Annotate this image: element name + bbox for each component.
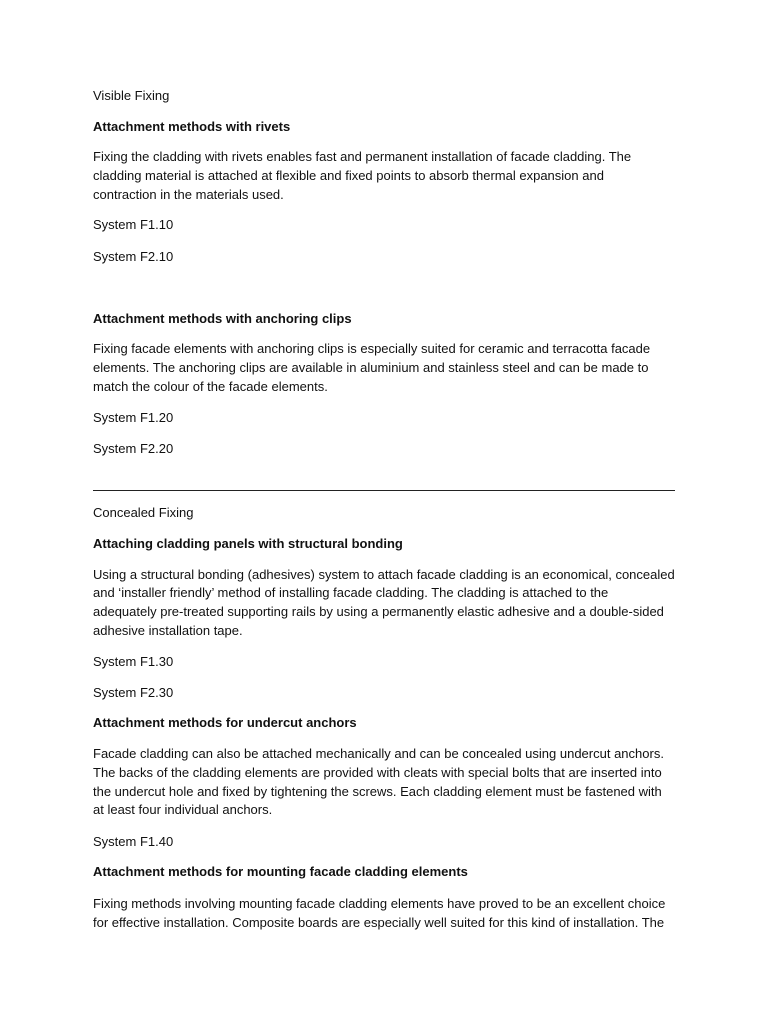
paragraph-line: the undercut hole and fixed by tightening the screws. Each cladding element must be fastened with	[93, 784, 662, 799]
heading-structural-bonding: Attaching cladding panels with structural bonding	[93, 536, 403, 551]
section-divider	[93, 490, 675, 491]
paragraph-line: Fixing the cladding with rivets enables fast and permanent installation of facade cladding. The	[93, 149, 632, 164]
paragraph-line: cladding material is attached at flexible and fixed points to absorb thermal expansion and	[93, 168, 604, 183]
system-label: System F1.10	[93, 217, 174, 232]
system-label: System F2.30	[93, 685, 174, 700]
system-label: System F1.40	[93, 834, 174, 849]
paragraph-line: The backs of the cladding elements are provided with cleats with special bolts that are inserted into	[93, 765, 662, 780]
system-label: System F2.20	[93, 441, 174, 456]
system-label: System F1.20	[93, 410, 174, 425]
paragraph-line: Fixing methods involving mounting facade cladding elements have proved to be an excellent choice	[93, 896, 666, 911]
paragraph-line: at least four individual anchors.	[93, 802, 273, 817]
section-title-visible-fixing: Visible Fixing	[93, 88, 170, 103]
section-title-concealed-fixing: Concealed Fixing	[93, 505, 194, 520]
paragraph-line: Facade cladding can also be attached mechanically and can be concealed using undercut anchors.	[93, 746, 664, 761]
heading-rivets: Attachment methods with rivets	[93, 119, 291, 134]
system-label: System F2.10	[93, 249, 174, 264]
paragraph-line: and ‘installer friendly’ method of installing facade cladding. The cladding is attached to the	[93, 585, 609, 600]
heading-mounting-elements: Attachment methods for mounting facade cladding elements	[93, 864, 468, 879]
system-label: System F1.30	[93, 654, 174, 669]
paragraph-line: for effective installation. Composite boards are especially well suited for this kind of installation. The	[93, 915, 665, 930]
paragraph-line: elements. The anchoring clips are available in aluminium and stainless steel and can be made to	[93, 360, 649, 375]
paragraph-line: adhesive installation tape.	[93, 623, 243, 638]
paragraph-line: Using a structural bonding (adhesives) system to attach facade cladding is an economical, concealed	[93, 567, 675, 582]
paragraph-line: Fixing facade elements with anchoring clips is especially suited for ceramic and terracotta facade	[93, 341, 651, 356]
heading-anchoring-clips: Attachment methods with anchoring clips	[93, 311, 352, 326]
paragraph-line: contraction in the materials used.	[93, 187, 284, 202]
paragraph-line: adequately pre-treated supporting rails by using a permanently elastic adhesive and a double-sided	[93, 604, 664, 619]
heading-undercut-anchors: Attachment methods for undercut anchors	[93, 715, 357, 730]
paragraph-line: match the colour of the facade elements.	[93, 379, 328, 394]
